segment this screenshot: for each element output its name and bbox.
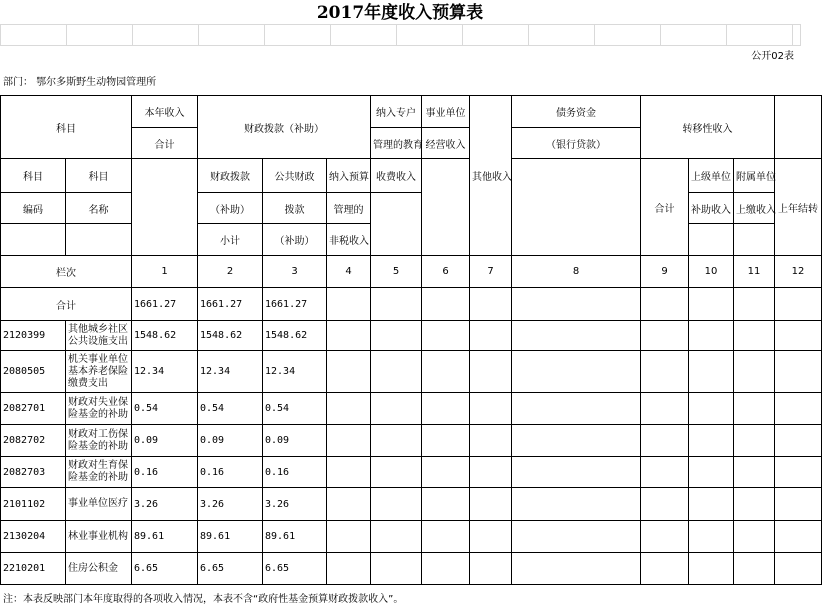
cell-value: 1661.27 (198, 288, 263, 321)
cell-code: 2130204 (1, 521, 66, 553)
table-row (1, 457, 822, 488)
cell-value: 0.16 (198, 457, 263, 488)
header-subject: 科目 (1, 96, 132, 159)
cell-name: 住房公积金 (66, 553, 132, 585)
header-annual-income: 本年收入 (132, 96, 198, 128)
column-label: 栏次 (1, 256, 132, 288)
header-transfer-total: 合计 (641, 159, 689, 256)
cell-name: 事业单位医疗 (66, 488, 132, 521)
header-public-2: 拨款 (263, 193, 327, 224)
col-index: 6 (422, 256, 470, 288)
cell-value: 1661.27 (263, 288, 327, 321)
col-index: 1 (132, 256, 198, 288)
cell-value: 0.54 (198, 393, 263, 425)
cell-name: 财政对生育保险基金的补助 (66, 457, 132, 488)
col-index: 5 (371, 256, 422, 288)
header-fiscal: 财政拨款（补助） (198, 96, 371, 159)
cell-value: 12.34 (263, 351, 327, 393)
header-edu-fee-3: 收费收入 (371, 159, 422, 193)
table-row (1, 393, 822, 425)
cell-value: 1661.27 (132, 288, 198, 321)
page-title: 2017年度收入预算表 (316, 3, 484, 23)
header-affiliate-1: 附属单位 (734, 159, 775, 193)
header-name-1: 科目 (66, 159, 132, 193)
cell-value: 12.34 (132, 351, 198, 393)
cell-value: 0.16 (132, 457, 198, 488)
col-index: 3 (263, 256, 327, 288)
footnote: 注：本表反映部门本年度取得的各项收入情况，本表不含“政府性基金预算财政拨款收入”。 (3, 594, 404, 605)
cell-value: 3.26 (263, 488, 327, 521)
header-name-2: 名称 (66, 193, 132, 224)
cell-name: 机关事业单位基本养老保险缴费支出 (66, 351, 132, 393)
cell-code: 2080505 (1, 351, 66, 393)
cell-value: 1548.62 (198, 321, 263, 351)
header-transfer: 转移性收入 (641, 96, 775, 159)
header-budget-3: 非税收入 (327, 224, 371, 256)
header-biz-2: 经营收入 (422, 128, 470, 159)
cell-value: 0.09 (198, 425, 263, 457)
cell-code: 2082703 (1, 457, 66, 488)
col-index: 9 (641, 256, 689, 288)
cell-code: 2082701 (1, 393, 66, 425)
cell-value: 0.09 (263, 425, 327, 457)
header-budget-2: 管理的 (327, 193, 371, 224)
cell-value: 3.26 (198, 488, 263, 521)
header-fiscal-sub-1: 财政拨款 (198, 159, 263, 193)
col-index: 12 (775, 256, 822, 288)
header-debt-2: （银行贷款） (512, 128, 641, 159)
col-index: 8 (512, 256, 641, 288)
col-index: 2 (198, 256, 263, 288)
header-edu-fee-1: 纳入专户 (371, 96, 422, 128)
cell-value: 89.61 (198, 521, 263, 553)
header-upper-1: 上级单位 (689, 159, 734, 193)
cell-code: 2101102 (1, 488, 66, 521)
col-index: 11 (734, 256, 775, 288)
header-code-1: 科目 (1, 159, 66, 193)
cell-value: 0.54 (263, 393, 327, 425)
cell-value: 6.65 (132, 553, 198, 585)
form-code-label: 公开02表 (751, 51, 794, 62)
cell-name: 财政对失业保险基金的补助 (66, 393, 132, 425)
cell-value: 0.54 (132, 393, 198, 425)
header-blank (775, 96, 822, 159)
cell-value: 12.34 (198, 351, 263, 393)
header-public-3: （补助） (263, 224, 327, 256)
header-public-1: 公共财政 (263, 159, 327, 193)
col-index: 7 (470, 256, 512, 288)
column-index-row (1, 256, 822, 288)
header-fiscal-sub-2: （补助） (198, 193, 263, 224)
cell-code: 2210201 (1, 553, 66, 585)
cell-value: 3.26 (132, 488, 198, 521)
cell-value: 89.61 (263, 521, 327, 553)
cell-name: 林业事业机构 (66, 521, 132, 553)
table-row (1, 553, 822, 585)
cell-name: 其他城乡社区公共设施支出 (66, 321, 132, 351)
cell-value: 6.65 (263, 553, 327, 585)
table-row (1, 488, 822, 521)
cell-code: 2082702 (1, 425, 66, 457)
cell-value: 6.65 (198, 553, 263, 585)
header-total: 合计 (132, 128, 198, 159)
col-index: 4 (327, 256, 371, 288)
total-row (1, 288, 822, 321)
table-row (1, 425, 822, 457)
col-index: 10 (689, 256, 734, 288)
header-edu-fee-2: 管理的教育 (371, 128, 422, 159)
header-carry: 上年结转 (775, 159, 822, 256)
spreadsheet-grid-row (0, 24, 801, 46)
table-row (1, 521, 822, 553)
cell-code: 2120399 (1, 321, 66, 351)
header-debt-1: 债务资金 (512, 96, 641, 128)
cell-value: 0.16 (263, 457, 327, 488)
cell-value: 0.09 (132, 425, 198, 457)
cell-value: 89.61 (132, 521, 198, 553)
header-fiscal-sub-3: 小计 (198, 224, 263, 256)
header-biz-1: 事业单位 (422, 96, 470, 128)
header-code-2: 编码 (1, 193, 66, 224)
table-row (1, 351, 822, 393)
cell-name: 财政对工伤保险基金的补助 (66, 425, 132, 457)
header-other-income: 其他收入 (470, 96, 512, 256)
header-affiliate-2: 上缴收入 (734, 193, 775, 224)
income-budget-table (0, 95, 822, 585)
cell-value: 1548.62 (263, 321, 327, 351)
total-label: 合计 (1, 288, 132, 321)
table-row (1, 321, 822, 351)
header-upper-2: 补助收入 (689, 193, 734, 224)
cell-value: 1548.62 (132, 321, 198, 351)
department-label: 部门： 鄂尔多斯野生动物园管理所 (3, 77, 157, 88)
header-budget-1: 纳入预算 (327, 159, 371, 193)
